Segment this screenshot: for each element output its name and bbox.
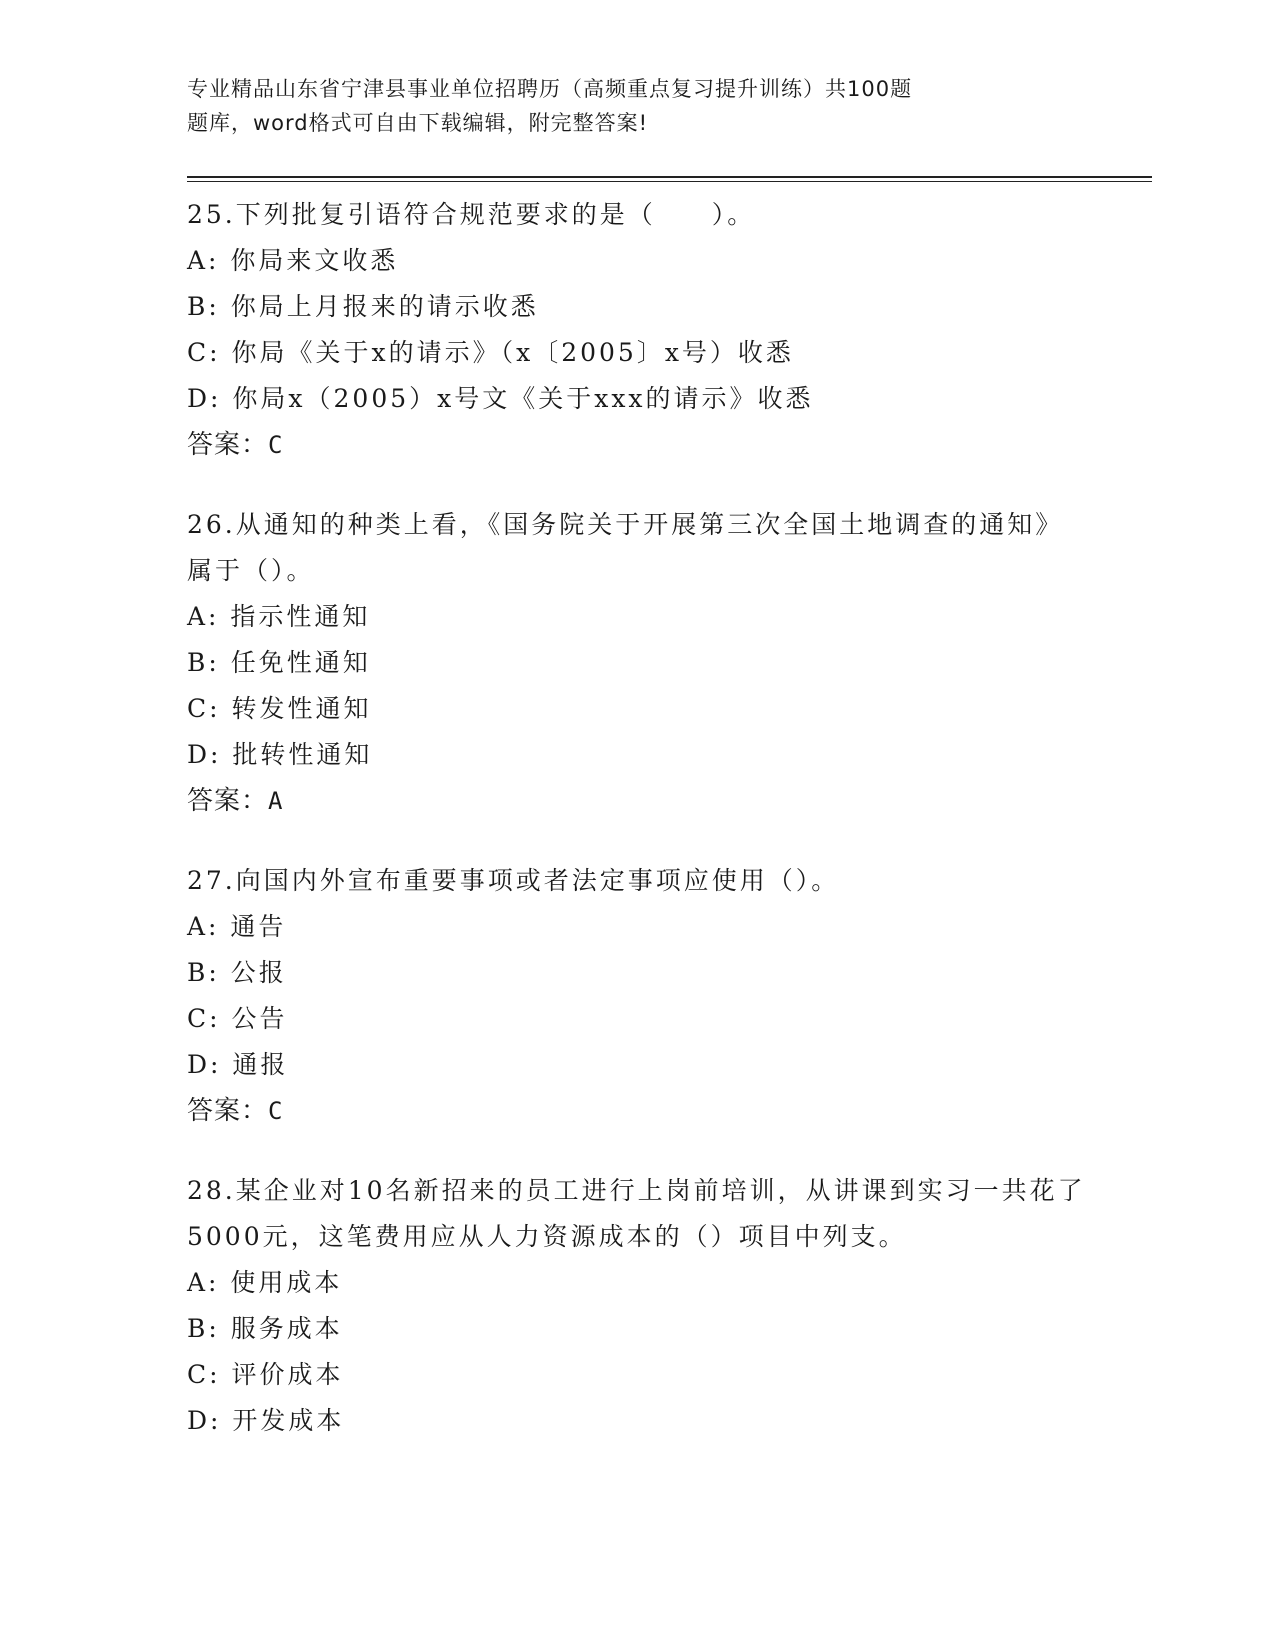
answer-line (187, 422, 1087, 468)
answer-label: 答案： (187, 430, 269, 460)
question-list (187, 192, 1087, 1478)
question-25 (187, 192, 1087, 468)
option-a: A: 使用成本 (187, 1268, 343, 1297)
header-divider-thick (187, 176, 1152, 178)
option-d: D: 开发成本 (187, 1406, 345, 1435)
header-line-1: 专业精品山东省宁津县事业单位招聘历（高频重点复习提升训练）共100题 (187, 77, 913, 101)
question-text: 28.某企业对10名新招来的员工进行上岗前培训，从讲课到实习一共花了5000元，这笔费用应从人力资源成本的（）项目中列支。 (187, 1176, 1086, 1251)
option-a: A: 指示性通知 (187, 602, 371, 631)
answer-value: C (268, 1097, 284, 1125)
option-b: B: 服务成本 (187, 1314, 343, 1343)
option-c: C: 你局《关于x的请示》（x〔2005〕x号）收悉 (187, 338, 794, 367)
option-b: B: 你局上月报来的请示收悉 (187, 292, 539, 321)
option-c: C: 评价成本 (187, 1360, 344, 1389)
question-26 (187, 502, 1087, 824)
header-line-2: 题库，word格式可自由下载编辑，附完整答案! (187, 111, 649, 135)
option-b: B: 公报 (187, 958, 287, 987)
option-a: A: 你局来文收悉 (187, 246, 399, 275)
header-divider-thin (187, 181, 1152, 182)
option-d: D: 通报 (187, 1050, 289, 1079)
question-text: 27.向国内外宣布重要事项或者法定事项应使用（）。 (187, 866, 840, 895)
option-d: D: 批转性通知 (187, 740, 373, 769)
question-28 (187, 1168, 1087, 1444)
option-d: D: 你局x（2005）x号文《关于xxx的请示》收悉 (187, 384, 814, 413)
option-c: C: 转发性通知 (187, 694, 372, 723)
question-27 (187, 858, 1087, 1134)
answer-line (187, 778, 1087, 824)
document-header (187, 72, 1087, 140)
answer-label: 答案： (187, 786, 269, 816)
answer-value: A (268, 787, 284, 815)
option-c: C: 公告 (187, 1004, 288, 1033)
option-a: A: 通告 (187, 912, 287, 941)
answer-line (187, 1088, 1087, 1134)
option-b: B: 任免性通知 (187, 648, 371, 677)
question-text: 26.从通知的种类上看，《国务院关于开展第三次全国土地调查的通知》属于（）。 (187, 510, 1064, 585)
question-text: 25.下列批复引语符合规范要求的是（ ）。 (187, 200, 756, 229)
answer-value: C (268, 431, 284, 459)
answer-label: 答案： (187, 1096, 269, 1126)
